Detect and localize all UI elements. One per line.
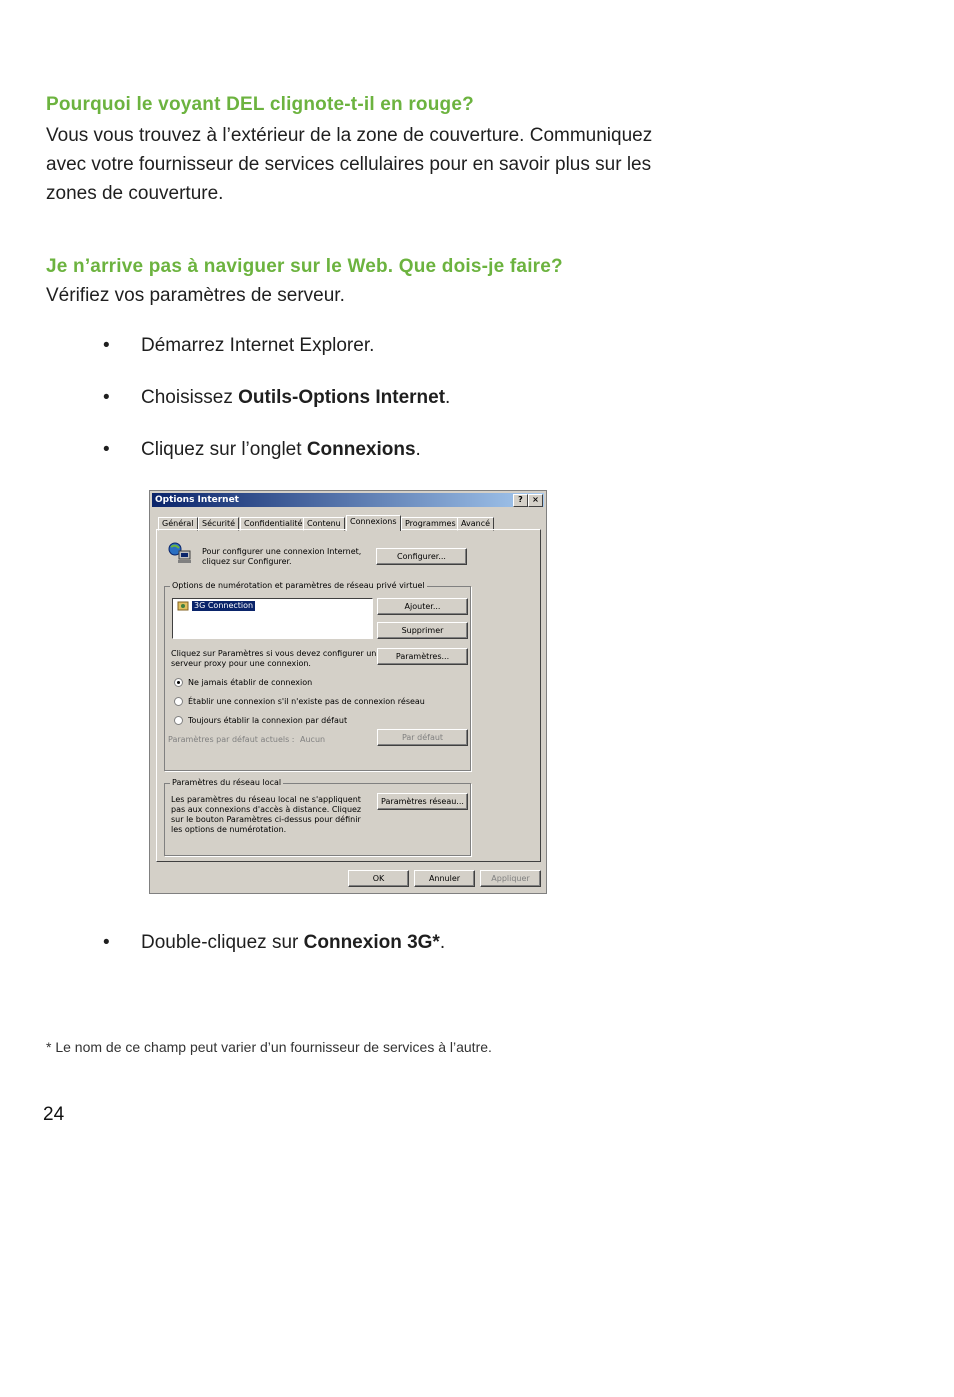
bullet-after: . — [415, 439, 421, 460]
dialog-title: Options Internet — [155, 495, 239, 505]
radio-when-needed-label: Établir une connexion s'il n'existe pas de connexion réseau — [188, 697, 425, 706]
current-default-label: Paramètres par défaut actuels : — [168, 735, 295, 744]
lan-text-line: sur le bouton Paramètres ci-dessus pour définir — [171, 815, 361, 824]
settings-text-line: Cliquez sur Paramètres si vous devez configurer un — [171, 649, 377, 658]
tab-programs[interactable]: Programmes — [401, 517, 460, 531]
list-item-3g-connection[interactable]: 3G Connection — [194, 601, 254, 610]
question-heading-web: Je n’arrive pas à naviguer sur le Web. Que dois-je faire? — [46, 256, 563, 277]
question-heading-led: Pourquoi le voyant DEL clignote-t-il en rouge? — [46, 94, 474, 115]
lan-settings-button[interactable]: Paramètres réseau... — [377, 793, 468, 810]
bullet-item — [103, 931, 445, 955]
tab-advanced[interactable]: Avancé — [457, 517, 494, 531]
lan-text-line: Les paramètres du réseau local ne s'appliquent — [171, 795, 361, 804]
bullet-item — [103, 438, 421, 462]
settings-text-line: serveur proxy pour une connexion. — [171, 659, 311, 668]
bullet-item — [103, 386, 450, 410]
tab-content[interactable]: Contenu — [303, 517, 345, 531]
bullet-bold: Connexion 3G* — [303, 932, 440, 953]
radio-always-label: Toujours établir la connexion par défaut — [188, 716, 348, 725]
footnote: * Le nom de ce champ peut varier d’un fournisseur de services à l’autre. — [46, 1039, 492, 1055]
default-button[interactable]: Par défaut — [377, 729, 468, 746]
bullet-bold: Outils-Options Internet — [238, 387, 446, 408]
dialup-group — [164, 581, 471, 771]
settings-text — [171, 649, 376, 669]
bullet-after: . — [445, 387, 451, 408]
answer-led — [46, 121, 726, 208]
bullet-text: Démarrez Internet Explorer. — [141, 335, 375, 356]
bullet-after: . — [439, 932, 446, 953]
radio-connect-when-needed[interactable] — [174, 697, 183, 706]
bullet-item — [103, 334, 374, 358]
bullet-bold: Connexions — [306, 439, 416, 460]
connection-icon — [177, 601, 189, 611]
radio-always-connect[interactable] — [174, 716, 183, 725]
close-button[interactable]: × — [528, 494, 543, 507]
tab-security[interactable]: Sécurité — [198, 517, 239, 531]
intro-text: Vérifiez vos paramètres de serveur. — [46, 285, 345, 306]
bullet-text: Double-cliquez sur — [141, 932, 304, 953]
setup-text — [202, 547, 361, 567]
bullet-text: Choisissez — [141, 387, 239, 408]
help-button[interactable]: ? — [513, 494, 528, 507]
remove-button[interactable]: Supprimer — [377, 622, 468, 639]
setup-text-line: cliquez sur Configurer. — [202, 557, 292, 566]
settings-button[interactable]: Paramètres... — [377, 648, 468, 665]
current-default-value: Aucun — [300, 735, 326, 744]
lan-legend: Paramètres du réseau local — [172, 778, 282, 787]
tab-general[interactable]: Général — [158, 517, 198, 531]
cancel-button[interactable]: Annuler — [414, 870, 475, 887]
dialog-titlebar — [152, 493, 544, 507]
connection-list[interactable] — [172, 598, 373, 639]
bullet-text: Cliquez sur l’onglet — [141, 439, 307, 460]
page-number: 24 — [43, 1104, 65, 1125]
radio-never-connect[interactable] — [174, 678, 183, 687]
connections-panel — [156, 529, 541, 862]
answer-line: Vous vous trouvez à l’extérieur de la zone de couverture. Communiquez — [46, 125, 653, 146]
radio-never-label: Ne jamais établir de connexion — [188, 678, 313, 687]
bullet-dot: • — [103, 335, 110, 356]
setup-button[interactable]: Configurer... — [376, 548, 467, 565]
bullet-dot: • — [103, 932, 110, 953]
lan-text-line: les options de numérotation. — [171, 825, 287, 834]
tab-privacy[interactable]: Confidentialité — [240, 517, 306, 531]
lan-group — [164, 778, 471, 856]
answer-line: zones de couverture. — [46, 183, 224, 204]
dialup-legend: Options de numérotation et paramètres de réseau privé virtuel — [172, 581, 425, 590]
lan-text-line: pas aux connexions d'accès à distance. Cliquez — [171, 805, 362, 814]
network-computer-icon — [167, 542, 193, 564]
internet-options-dialog — [149, 490, 547, 894]
add-button[interactable]: Ajouter... — [377, 598, 468, 615]
answer-line: avec votre fournisseur de services cellulaires pour en savoir plus sur les — [46, 154, 652, 175]
tab-connections[interactable]: Connexions — [346, 515, 401, 531]
bullet-dot: • — [103, 439, 110, 460]
lan-text — [171, 795, 361, 835]
apply-button[interactable]: Appliquer — [480, 870, 541, 887]
setup-text-line: Pour configurer une connexion Internet, — [202, 547, 362, 556]
ok-button[interactable]: OK — [348, 870, 409, 887]
bullet-dot: • — [103, 387, 110, 408]
